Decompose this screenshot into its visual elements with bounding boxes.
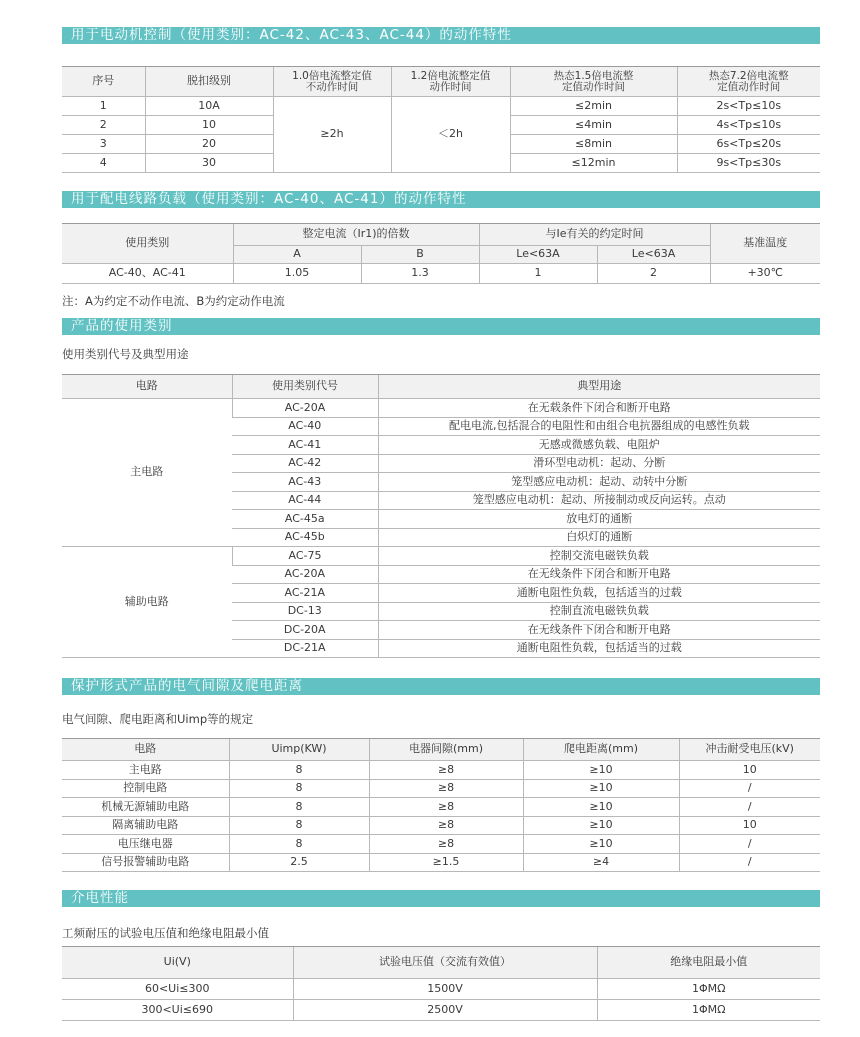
cell-7-2x: 2s<Tp≤10s [677, 97, 820, 116]
cell-usage: 放电灯的通断 [378, 510, 820, 529]
header-multiple: 整定电流（Ir1)的倍数 [233, 224, 479, 246]
cell-7-2x: 9s<Tp≤30s [677, 154, 820, 173]
cell-le-2: 2 [597, 264, 710, 284]
table-row [62, 979, 820, 1000]
cell-creepage: ≥10 [523, 835, 679, 854]
header-1-5x: 热态1.5倍电流整 定值动作时间 [510, 67, 677, 97]
cell-main-circuit: 主电路 [62, 399, 232, 547]
cell-clearance: ≥8 [369, 779, 523, 798]
cell-creepage: ≥4 [523, 853, 679, 872]
cell-no: 4 [62, 154, 145, 173]
section-title-motor-control: 用于电动机控制（使用类别：AC-42、AC-43、AC-44）的动作特性 [62, 27, 820, 44]
section-subtitle: 工频耐压的试验电压值和绝缘电阻最小值 [62, 926, 269, 940]
cell-usage: 通断电阻性负载，包括适当的过载 [378, 639, 820, 658]
table-row [62, 1000, 820, 1021]
cell-code: AC-43 [232, 473, 378, 492]
cell-usage: 笼型感应电动机：起动、所接制动或反向运转。点动 [378, 491, 820, 510]
table-row [62, 399, 820, 418]
table-row [62, 798, 820, 817]
header-le-1: Le<63A [479, 246, 597, 264]
cell-1-5x: ≤4min [510, 116, 677, 135]
cell-usage: 在无线条件下闭合和断开电路 [378, 565, 820, 584]
cell-code: AC-45b [232, 528, 378, 547]
cell-insulation: 1ΦMΩ [597, 979, 820, 1000]
usage-category-table [62, 374, 820, 658]
header-usage: 典型用途 [378, 375, 820, 399]
section-title-clearance: 保护形式产品的电气间隙及爬电距离 [62, 678, 820, 695]
cell-impulse: / [679, 853, 820, 872]
cell-creepage: ≥10 [523, 816, 679, 835]
cell-code: AC-75 [232, 547, 378, 566]
cell-code: DC-20A [232, 621, 378, 640]
header-creepage: 爬电距离(mm) [523, 739, 679, 761]
cell-impulse: 10 [679, 816, 820, 835]
cell-1-5x: ≤2min [510, 97, 677, 116]
cell-creepage: ≥10 [523, 779, 679, 798]
cell-circuit: 信号报警辅助电路 [62, 853, 229, 872]
cell-1-5x: ≤12min [510, 154, 677, 173]
footnote: 注：A为约定不动作电流、B为约定动作电流 [62, 294, 285, 308]
cell-code: AC-20A [232, 399, 378, 418]
header-uimp: Uimp(KW) [229, 739, 369, 761]
motor-trip-table [62, 66, 820, 173]
header-no: 序号 [62, 67, 145, 97]
section-title-distribution: 用于配电线路负载（使用类别：AC-40、AC-41）的动作特性 [62, 191, 820, 208]
section-title-categories: 产品的使用类别 [62, 318, 820, 335]
header-circuit: 电路 [62, 739, 229, 761]
cell-circuit: 控制电路 [62, 779, 229, 798]
cell-a: 1.05 [233, 264, 361, 284]
header-b: B [361, 246, 479, 264]
cell-code: AC-45a [232, 510, 378, 529]
header-impulse: 冲击耐受电压(kV) [679, 739, 820, 761]
cell-b: 1.3 [361, 264, 479, 284]
header-test-voltage: 试验电压值（交流有效值） [293, 947, 597, 979]
table-row [62, 835, 820, 854]
cell-usage: 控制直流电磁铁负载 [378, 602, 820, 621]
cell-code: AC-20A [232, 565, 378, 584]
cell-circuit: 主电路 [62, 761, 229, 780]
header-1-0x: 1.0倍电流整定值 不动作时间 [273, 67, 391, 97]
cell-circuit: 隔离辅助电路 [62, 816, 229, 835]
cell-test-voltage: 1500V [293, 979, 597, 1000]
cell-code: AC-40 [232, 417, 378, 436]
cell-uimp: 8 [229, 779, 369, 798]
cell-clearance: ≥8 [369, 816, 523, 835]
header-le-2: Le<63A [597, 246, 710, 264]
cell-clearance: ≥1.5 [369, 853, 523, 872]
table-row [62, 97, 820, 116]
cell-ui: 300<Ui≤690 [62, 1000, 293, 1021]
cell-circuit: 电压继电器 [62, 835, 229, 854]
cell-insulation: 1ΦMΩ [597, 1000, 820, 1021]
cell-category: AC-40、AC-41 [62, 264, 233, 284]
header-clearance: 电器间隙(mm) [369, 739, 523, 761]
cell-clearance: ≥8 [369, 835, 523, 854]
header-code: 使用类别代号 [232, 375, 378, 399]
table-row [62, 547, 820, 566]
header-ui: Ui(V) [62, 947, 293, 979]
header-circuit: 电路 [62, 375, 232, 399]
cell-impulse: / [679, 779, 820, 798]
cell-1-2x-time: ＜2h [391, 97, 510, 173]
cell-7-2x: 6s<Tp≤20s [677, 135, 820, 154]
cell-usage: 通断电阻性负载，包括适当的过载 [378, 584, 820, 603]
cell-7-2x: 4s<Tp≤10s [677, 116, 820, 135]
header-category: 使用类别 [62, 224, 233, 264]
cell-usage: 控制交流电磁铁负载 [378, 547, 820, 566]
cell-usage: 无感或微感负载、电阻炉 [378, 436, 820, 455]
table-row [62, 264, 820, 284]
cell-level: 10 [145, 116, 273, 135]
cell-code: AC-42 [232, 454, 378, 473]
dielectric-table [62, 946, 820, 1021]
cell-usage: 滑环型电动机：起动、分断 [378, 454, 820, 473]
table-row [62, 853, 820, 872]
cell-test-voltage: 2500V [293, 1000, 597, 1021]
cell-clearance: ≥8 [369, 798, 523, 817]
header-1-2x: 1.2倍电流整定值 动作时间 [391, 67, 510, 97]
header-temp: 基准温度 [710, 224, 820, 264]
header-7-2x: 热态7.2倍电流整 定值动作时间 [677, 67, 820, 97]
section-subtitle: 使用类别代号及典型用途 [62, 347, 189, 361]
table-row [62, 779, 820, 798]
cell-circuit: 机械无源辅助电路 [62, 798, 229, 817]
cell-usage: 在无载条件下闭合和断开电路 [378, 399, 820, 418]
section-subtitle: 电气间隙、爬电距离和Uimp等的规定 [62, 712, 254, 726]
header-insulation: 绝缘电阻最小值 [597, 947, 820, 979]
cell-uimp: 8 [229, 816, 369, 835]
header-time: 与Ie有关的约定时间 [479, 224, 710, 246]
clearance-table [62, 738, 820, 872]
cell-uimp: 8 [229, 798, 369, 817]
section-title-dielectric: 介电性能 [62, 890, 820, 907]
table-row [62, 761, 820, 780]
cell-level: 10A [145, 97, 273, 116]
cell-usage: 笼型感应电动机：起动、动转中分断 [378, 473, 820, 492]
cell-code: DC-13 [232, 602, 378, 621]
cell-code: DC-21A [232, 639, 378, 658]
cell-no: 1 [62, 97, 145, 116]
cell-code: AC-44 [232, 491, 378, 510]
cell-impulse: / [679, 798, 820, 817]
cell-uimp: 8 [229, 761, 369, 780]
cell-level: 20 [145, 135, 273, 154]
cell-no: 2 [62, 116, 145, 135]
cell-1-0x-time: ≥2h [273, 97, 391, 173]
cell-impulse: 10 [679, 761, 820, 780]
cell-creepage: ≥10 [523, 761, 679, 780]
distribution-table [62, 223, 820, 284]
cell-code: AC-41 [232, 436, 378, 455]
cell-clearance: ≥8 [369, 761, 523, 780]
cell-impulse: / [679, 835, 820, 854]
cell-le-1: 1 [479, 264, 597, 284]
header-trip-class: 脱扣级别 [145, 67, 273, 97]
table-row [62, 816, 820, 835]
cell-aux-circuit: 辅助电路 [62, 547, 232, 658]
cell-usage: 在无线条件下闭合和断开电路 [378, 621, 820, 640]
cell-temp: +30℃ [710, 264, 820, 284]
cell-uimp: 2.5 [229, 853, 369, 872]
header-a: A [233, 246, 361, 264]
cell-1-5x: ≤8min [510, 135, 677, 154]
cell-ui: 60<Ui≤300 [62, 979, 293, 1000]
cell-level: 30 [145, 154, 273, 173]
cell-code: AC-21A [232, 584, 378, 603]
cell-creepage: ≥10 [523, 798, 679, 817]
cell-usage: 配电电流,包括混合的电阻性和由组合电抗器组成的电感性负载 [378, 417, 820, 436]
cell-no: 3 [62, 135, 145, 154]
cell-uimp: 8 [229, 835, 369, 854]
cell-usage: 白炽灯的通断 [378, 528, 820, 547]
